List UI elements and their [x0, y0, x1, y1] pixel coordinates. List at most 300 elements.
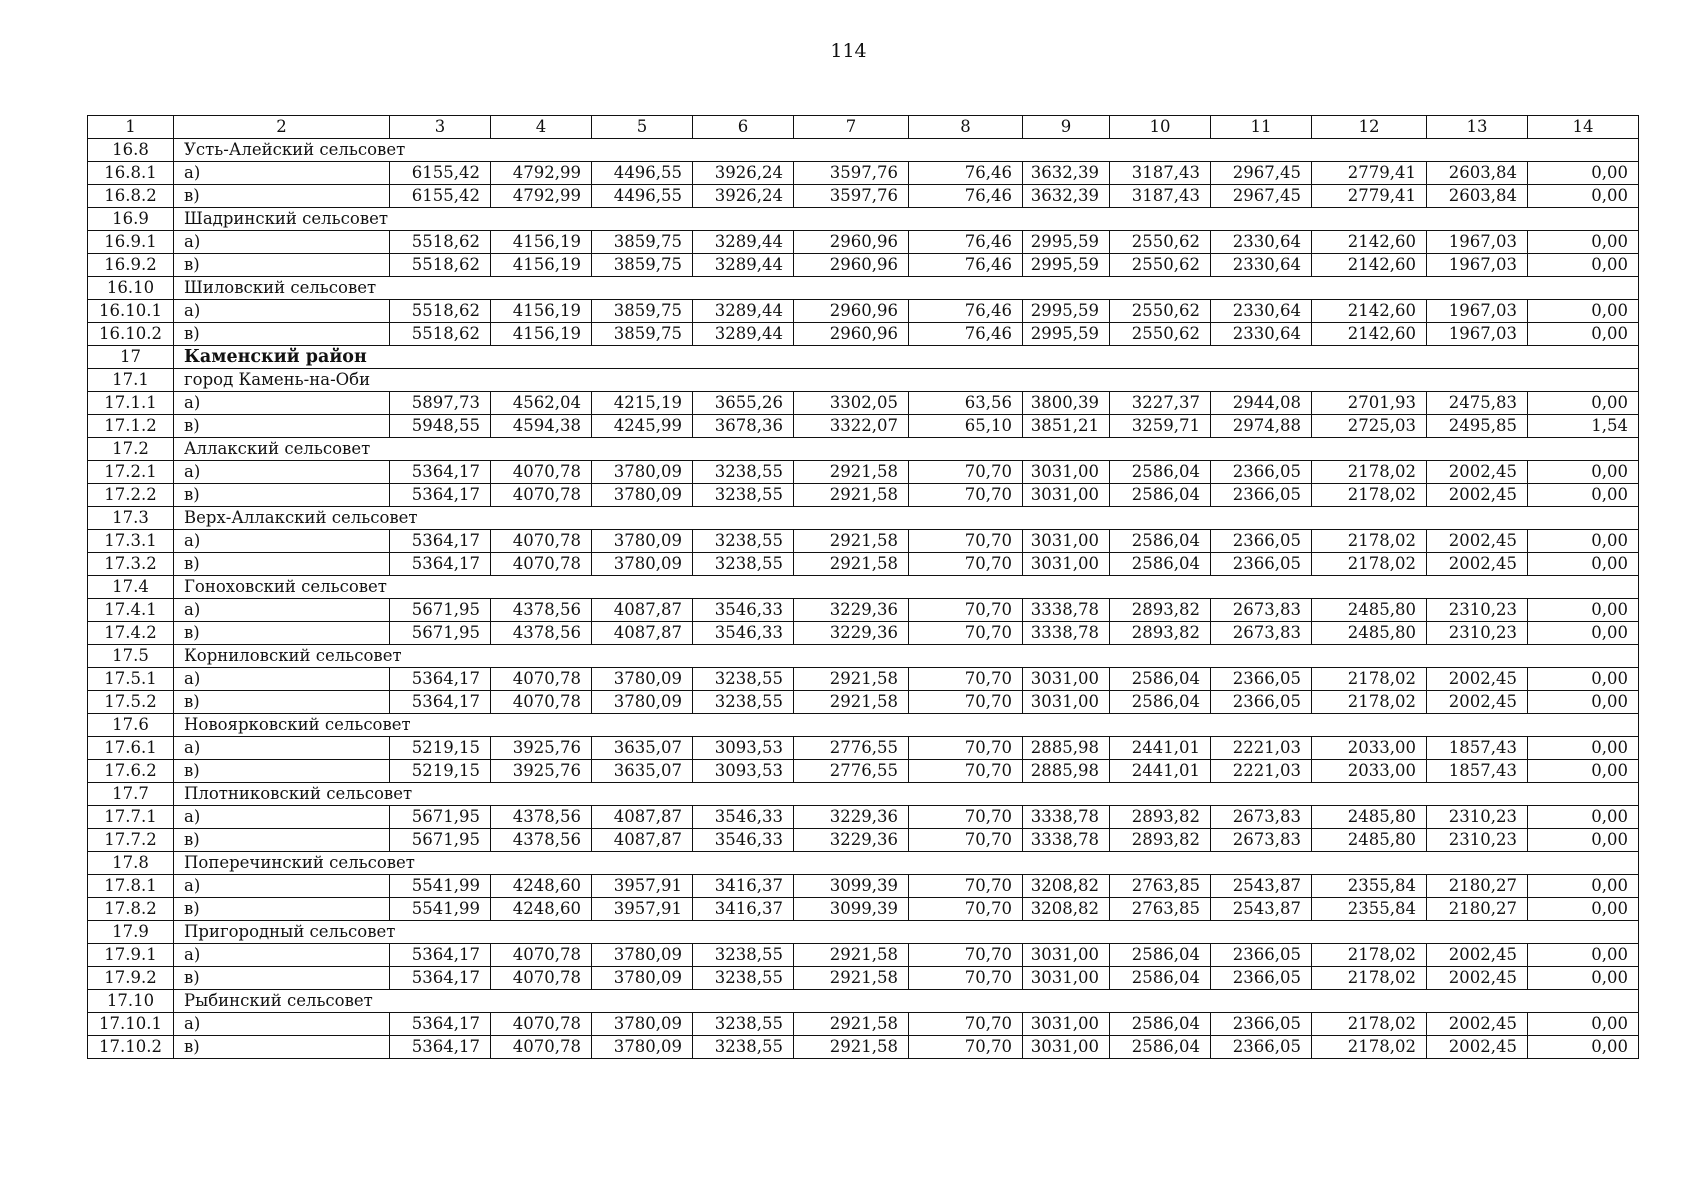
value-cell: 2921,58 [794, 967, 909, 990]
row-number: 16.8.1 [88, 162, 174, 185]
row-variant: в) [174, 553, 390, 576]
value-cell: 0,00 [1528, 944, 1639, 967]
value-cell: 76,46 [909, 162, 1023, 185]
column-number: 10 [1110, 116, 1211, 139]
value-cell: 5671,95 [390, 622, 491, 645]
value-cell: 70,70 [909, 622, 1023, 645]
value-cell: 2701,93 [1312, 392, 1427, 415]
row-variant: а) [174, 875, 390, 898]
settlement-name: Рыбинский сельсовет [174, 990, 1639, 1013]
value-cell: 2033,00 [1312, 760, 1427, 783]
value-cell: 0,00 [1528, 553, 1639, 576]
table-row [88, 875, 1639, 898]
row-number: 16.8.2 [88, 185, 174, 208]
row-variant: в) [174, 760, 390, 783]
value-cell: 4070,78 [491, 967, 592, 990]
value-cell: 5219,15 [390, 737, 491, 760]
value-cell: 2366,05 [1211, 967, 1312, 990]
value-cell: 3238,55 [693, 1013, 794, 1036]
value-cell: 2310,23 [1427, 599, 1528, 622]
value-cell: 2967,45 [1211, 185, 1312, 208]
value-cell: 2142,60 [1312, 323, 1427, 346]
table-row [88, 415, 1639, 438]
row-number: 17.6.1 [88, 737, 174, 760]
value-cell: 70,70 [909, 1013, 1023, 1036]
settlement-name: Поперечинский сельсовет [174, 852, 1639, 875]
column-number: 6 [693, 116, 794, 139]
value-cell: 0,00 [1528, 1013, 1639, 1036]
value-cell: 4248,60 [491, 898, 592, 921]
value-cell: 4087,87 [592, 599, 693, 622]
value-cell: 4087,87 [592, 829, 693, 852]
value-cell: 2779,41 [1312, 185, 1427, 208]
value-cell: 5364,17 [390, 461, 491, 484]
row-number: 16.9 [88, 208, 174, 231]
value-cell: 2310,23 [1427, 806, 1528, 829]
settlement-name: Гоноховский сельсовет [174, 576, 1639, 599]
row-number: 17.2.1 [88, 461, 174, 484]
value-cell: 2995,59 [1023, 254, 1110, 277]
value-cell: 3208,82 [1023, 875, 1110, 898]
table-row [88, 760, 1639, 783]
column-number: 7 [794, 116, 909, 139]
value-cell: 0,00 [1528, 162, 1639, 185]
value-cell: 4378,56 [491, 806, 592, 829]
value-cell: 70,70 [909, 668, 1023, 691]
settlement-name: Новоярковский сельсовет [174, 714, 1639, 737]
value-cell: 3187,43 [1110, 185, 1211, 208]
table-row [88, 668, 1639, 691]
value-cell: 2002,45 [1427, 484, 1528, 507]
row-variant: а) [174, 668, 390, 691]
value-cell: 5518,62 [390, 254, 491, 277]
settlement-name: Верх-Аллакский сельсовет [174, 507, 1639, 530]
value-cell: 2673,83 [1211, 622, 1312, 645]
value-cell: 3416,37 [693, 898, 794, 921]
row-variant: в) [174, 829, 390, 852]
value-cell: 4378,56 [491, 829, 592, 852]
value-cell: 3238,55 [693, 668, 794, 691]
value-cell: 2366,05 [1211, 691, 1312, 714]
value-cell: 2178,02 [1312, 1036, 1427, 1059]
value-cell: 2485,80 [1312, 599, 1427, 622]
value-cell: 2330,64 [1211, 323, 1312, 346]
row-number: 17.3.1 [88, 530, 174, 553]
value-cell: 4156,19 [491, 300, 592, 323]
value-cell: 3780,09 [592, 1036, 693, 1059]
table-row [88, 691, 1639, 714]
row-number: 16.9.1 [88, 231, 174, 254]
value-cell: 2310,23 [1427, 829, 1528, 852]
section-header-row [88, 783, 1639, 806]
value-cell: 3093,53 [693, 737, 794, 760]
value-cell: 3859,75 [592, 300, 693, 323]
value-cell: 3302,05 [794, 392, 909, 415]
row-number: 17.3 [88, 507, 174, 530]
value-cell: 2921,58 [794, 484, 909, 507]
value-cell: 3338,78 [1023, 622, 1110, 645]
value-cell: 2779,41 [1312, 162, 1427, 185]
value-cell: 2485,80 [1312, 829, 1427, 852]
value-cell: 4070,78 [491, 691, 592, 714]
value-cell: 3780,09 [592, 484, 693, 507]
table-row [88, 392, 1639, 415]
value-cell: 2366,05 [1211, 668, 1312, 691]
value-cell: 2366,05 [1211, 484, 1312, 507]
value-cell: 2002,45 [1427, 967, 1528, 990]
value-cell: 3238,55 [693, 461, 794, 484]
value-cell: 2960,96 [794, 300, 909, 323]
value-cell: 3238,55 [693, 1036, 794, 1059]
value-cell: 4496,55 [592, 162, 693, 185]
row-number: 17.7 [88, 783, 174, 806]
value-cell: 5948,55 [390, 415, 491, 438]
section-header-row [88, 852, 1639, 875]
value-cell: 70,70 [909, 737, 1023, 760]
value-cell: 2178,02 [1312, 668, 1427, 691]
value-cell: 5364,17 [390, 944, 491, 967]
value-cell: 3780,09 [592, 967, 693, 990]
row-number: 17.7.1 [88, 806, 174, 829]
value-cell: 1,54 [1528, 415, 1639, 438]
value-cell: 2366,05 [1211, 553, 1312, 576]
value-cell: 3338,78 [1023, 599, 1110, 622]
section-header-row [88, 921, 1639, 944]
value-cell: 2310,23 [1427, 622, 1528, 645]
value-cell: 3289,44 [693, 300, 794, 323]
value-cell: 2366,05 [1211, 944, 1312, 967]
value-cell: 0,00 [1528, 254, 1639, 277]
row-variant: в) [174, 967, 390, 990]
table-row [88, 185, 1639, 208]
value-cell: 5671,95 [390, 806, 491, 829]
value-cell: 3229,36 [794, 829, 909, 852]
value-cell: 3031,00 [1023, 967, 1110, 990]
value-cell: 1967,03 [1427, 231, 1528, 254]
row-variant: в) [174, 415, 390, 438]
value-cell: 2921,58 [794, 461, 909, 484]
value-cell: 0,00 [1528, 461, 1639, 484]
value-cell: 70,70 [909, 898, 1023, 921]
value-cell: 2995,59 [1023, 300, 1110, 323]
table-body [88, 116, 1639, 1059]
value-cell: 3289,44 [693, 231, 794, 254]
value-cell: 70,70 [909, 599, 1023, 622]
value-cell: 4594,38 [491, 415, 592, 438]
value-cell: 3093,53 [693, 760, 794, 783]
value-cell: 0,00 [1528, 875, 1639, 898]
value-cell: 4087,87 [592, 806, 693, 829]
section-header-row [88, 139, 1639, 162]
value-cell: 6155,42 [390, 185, 491, 208]
value-cell: 2002,45 [1427, 1013, 1528, 1036]
settlement-name: Аллакский сельсовет [174, 438, 1639, 461]
value-cell: 2495,85 [1427, 415, 1528, 438]
value-cell: 3635,07 [592, 760, 693, 783]
value-cell: 2586,04 [1110, 668, 1211, 691]
column-number: 13 [1427, 116, 1528, 139]
value-cell: 0,00 [1528, 231, 1639, 254]
value-cell: 2475,83 [1427, 392, 1528, 415]
value-cell: 70,70 [909, 829, 1023, 852]
row-number: 17.6 [88, 714, 174, 737]
value-cell: 2921,58 [794, 530, 909, 553]
row-number: 16.10.2 [88, 323, 174, 346]
value-cell: 3322,07 [794, 415, 909, 438]
row-number: 17.1.1 [88, 392, 174, 415]
value-cell: 2485,80 [1312, 806, 1427, 829]
table-row [88, 553, 1639, 576]
value-cell: 3926,24 [693, 185, 794, 208]
value-cell: 3031,00 [1023, 691, 1110, 714]
value-cell: 2330,64 [1211, 300, 1312, 323]
value-cell: 2142,60 [1312, 300, 1427, 323]
table-row [88, 967, 1639, 990]
row-number: 17.8 [88, 852, 174, 875]
row-number: 16.10.1 [88, 300, 174, 323]
value-cell: 3957,91 [592, 875, 693, 898]
district-name: Каменский район [174, 346, 1639, 369]
section-header-row [88, 507, 1639, 530]
row-number: 17.8.1 [88, 875, 174, 898]
value-cell: 4156,19 [491, 254, 592, 277]
value-cell: 3238,55 [693, 944, 794, 967]
table-row [88, 1036, 1639, 1059]
value-cell: 3859,75 [592, 231, 693, 254]
value-cell: 5671,95 [390, 829, 491, 852]
row-variant: а) [174, 162, 390, 185]
value-cell: 2002,45 [1427, 530, 1528, 553]
value-cell: 76,46 [909, 185, 1023, 208]
value-cell: 70,70 [909, 484, 1023, 507]
value-cell: 3780,09 [592, 553, 693, 576]
value-cell: 2355,84 [1312, 898, 1427, 921]
value-cell: 5364,17 [390, 1036, 491, 1059]
table-row [88, 530, 1639, 553]
value-cell: 2921,58 [794, 1036, 909, 1059]
column-number: 12 [1312, 116, 1427, 139]
value-cell: 4562,04 [491, 392, 592, 415]
value-cell: 2180,27 [1427, 875, 1528, 898]
value-cell: 0,00 [1528, 622, 1639, 645]
value-cell: 0,00 [1528, 185, 1639, 208]
value-cell: 3780,09 [592, 461, 693, 484]
settlement-name: город Камень-на-Оби [174, 369, 1639, 392]
value-cell: 3780,09 [592, 944, 693, 967]
row-number: 17.2.2 [88, 484, 174, 507]
row-number: 16.8 [88, 139, 174, 162]
value-cell: 3289,44 [693, 254, 794, 277]
value-cell: 3655,26 [693, 392, 794, 415]
row-number: 17.1 [88, 369, 174, 392]
value-cell: 4070,78 [491, 668, 592, 691]
settlement-name: Шадринский сельсовет [174, 208, 1639, 231]
value-cell: 2178,02 [1312, 530, 1427, 553]
value-cell: 5541,99 [390, 898, 491, 921]
value-cell: 3800,39 [1023, 392, 1110, 415]
value-cell: 2586,04 [1110, 553, 1211, 576]
table-row [88, 944, 1639, 967]
value-cell: 2893,82 [1110, 622, 1211, 645]
row-variant: в) [174, 323, 390, 346]
table-row [88, 162, 1639, 185]
table-row [88, 323, 1639, 346]
value-cell: 2366,05 [1211, 461, 1312, 484]
value-cell: 4248,60 [491, 875, 592, 898]
row-variant: в) [174, 185, 390, 208]
table-row [88, 254, 1639, 277]
value-cell: 2550,62 [1110, 254, 1211, 277]
value-cell: 3780,09 [592, 668, 693, 691]
row-number: 17.5.2 [88, 691, 174, 714]
value-cell: 2033,00 [1312, 737, 1427, 760]
row-variant: а) [174, 599, 390, 622]
row-number: 17.5 [88, 645, 174, 668]
table-row [88, 484, 1639, 507]
value-cell: 3926,24 [693, 162, 794, 185]
value-cell: 4215,19 [592, 392, 693, 415]
value-cell: 2673,83 [1211, 829, 1312, 852]
value-cell: 0,00 [1528, 829, 1639, 852]
section-header-row [88, 645, 1639, 668]
value-cell: 0,00 [1528, 530, 1639, 553]
table-row [88, 806, 1639, 829]
value-cell: 2603,84 [1427, 162, 1528, 185]
value-cell: 4378,56 [491, 622, 592, 645]
value-cell: 2603,84 [1427, 185, 1528, 208]
value-cell: 3597,76 [794, 185, 909, 208]
value-cell: 4245,99 [592, 415, 693, 438]
value-cell: 4070,78 [491, 461, 592, 484]
table-row [88, 461, 1639, 484]
value-cell: 5364,17 [390, 1013, 491, 1036]
section-header-row [88, 277, 1639, 300]
value-cell: 1967,03 [1427, 300, 1528, 323]
section-header-row [88, 990, 1639, 1013]
value-cell: 3031,00 [1023, 461, 1110, 484]
section-header-row [88, 208, 1639, 231]
value-cell: 70,70 [909, 553, 1023, 576]
value-cell: 0,00 [1528, 691, 1639, 714]
value-cell: 2586,04 [1110, 691, 1211, 714]
row-number: 17.4 [88, 576, 174, 599]
row-number: 17.7.2 [88, 829, 174, 852]
value-cell: 2960,96 [794, 231, 909, 254]
value-cell: 70,70 [909, 691, 1023, 714]
value-cell: 2441,01 [1110, 760, 1211, 783]
value-cell: 70,70 [909, 530, 1023, 553]
value-cell: 70,70 [909, 944, 1023, 967]
row-variant: в) [174, 254, 390, 277]
value-cell: 3031,00 [1023, 1036, 1110, 1059]
value-cell: 76,46 [909, 254, 1023, 277]
value-cell: 3238,55 [693, 691, 794, 714]
table-row [88, 300, 1639, 323]
table-row [88, 898, 1639, 921]
row-number: 17.4.2 [88, 622, 174, 645]
column-number: 11 [1211, 116, 1312, 139]
value-cell: 5364,17 [390, 691, 491, 714]
value-cell: 70,70 [909, 806, 1023, 829]
value-cell: 3229,36 [794, 622, 909, 645]
row-variant: а) [174, 392, 390, 415]
section-header-row [88, 576, 1639, 599]
row-number: 17.5.1 [88, 668, 174, 691]
value-cell: 2142,60 [1312, 231, 1427, 254]
value-cell: 4156,19 [491, 231, 592, 254]
value-cell: 5219,15 [390, 760, 491, 783]
value-cell: 5364,17 [390, 668, 491, 691]
value-cell: 4156,19 [491, 323, 592, 346]
value-cell: 70,70 [909, 1036, 1023, 1059]
value-cell: 1857,43 [1427, 737, 1528, 760]
row-variant: а) [174, 461, 390, 484]
value-cell: 3031,00 [1023, 668, 1110, 691]
value-cell: 2960,96 [794, 254, 909, 277]
value-cell: 5541,99 [390, 875, 491, 898]
value-cell: 4070,78 [491, 553, 592, 576]
value-cell: 2366,05 [1211, 1013, 1312, 1036]
row-number: 17.8.2 [88, 898, 174, 921]
value-cell: 3238,55 [693, 484, 794, 507]
value-cell: 4070,78 [491, 484, 592, 507]
row-number: 17.9.2 [88, 967, 174, 990]
value-cell: 2221,03 [1211, 760, 1312, 783]
value-cell: 2543,87 [1211, 898, 1312, 921]
tariff-table [87, 115, 1639, 1059]
row-variant: а) [174, 806, 390, 829]
value-cell: 2995,59 [1023, 323, 1110, 346]
value-cell: 2885,98 [1023, 737, 1110, 760]
row-number: 17.9.1 [88, 944, 174, 967]
value-cell: 2586,04 [1110, 1036, 1211, 1059]
table-row [88, 829, 1639, 852]
value-cell: 3238,55 [693, 967, 794, 990]
value-cell: 2586,04 [1110, 1013, 1211, 1036]
value-cell: 4792,99 [491, 185, 592, 208]
column-number: 5 [592, 116, 693, 139]
value-cell: 2441,01 [1110, 737, 1211, 760]
value-cell: 2586,04 [1110, 944, 1211, 967]
value-cell: 3031,00 [1023, 944, 1110, 967]
value-cell: 3632,39 [1023, 185, 1110, 208]
value-cell: 0,00 [1528, 323, 1639, 346]
value-cell: 2944,08 [1211, 392, 1312, 415]
value-cell: 5518,62 [390, 323, 491, 346]
value-cell: 2178,02 [1312, 461, 1427, 484]
value-cell: 3925,76 [491, 760, 592, 783]
value-cell: 2763,85 [1110, 898, 1211, 921]
value-cell: 0,00 [1528, 967, 1639, 990]
value-cell: 2178,02 [1312, 691, 1427, 714]
value-cell: 5671,95 [390, 599, 491, 622]
row-variant: а) [174, 300, 390, 323]
value-cell: 2974,88 [1211, 415, 1312, 438]
column-number: 8 [909, 116, 1023, 139]
value-cell: 6155,42 [390, 162, 491, 185]
value-cell: 3546,33 [693, 829, 794, 852]
column-number-row [88, 116, 1639, 139]
value-cell: 0,00 [1528, 737, 1639, 760]
value-cell: 2366,05 [1211, 530, 1312, 553]
value-cell: 3031,00 [1023, 1013, 1110, 1036]
column-number: 4 [491, 116, 592, 139]
value-cell: 5897,73 [390, 392, 491, 415]
value-cell: 3227,37 [1110, 392, 1211, 415]
value-cell: 3859,75 [592, 323, 693, 346]
value-cell: 2921,58 [794, 1013, 909, 1036]
row-variant: а) [174, 737, 390, 760]
